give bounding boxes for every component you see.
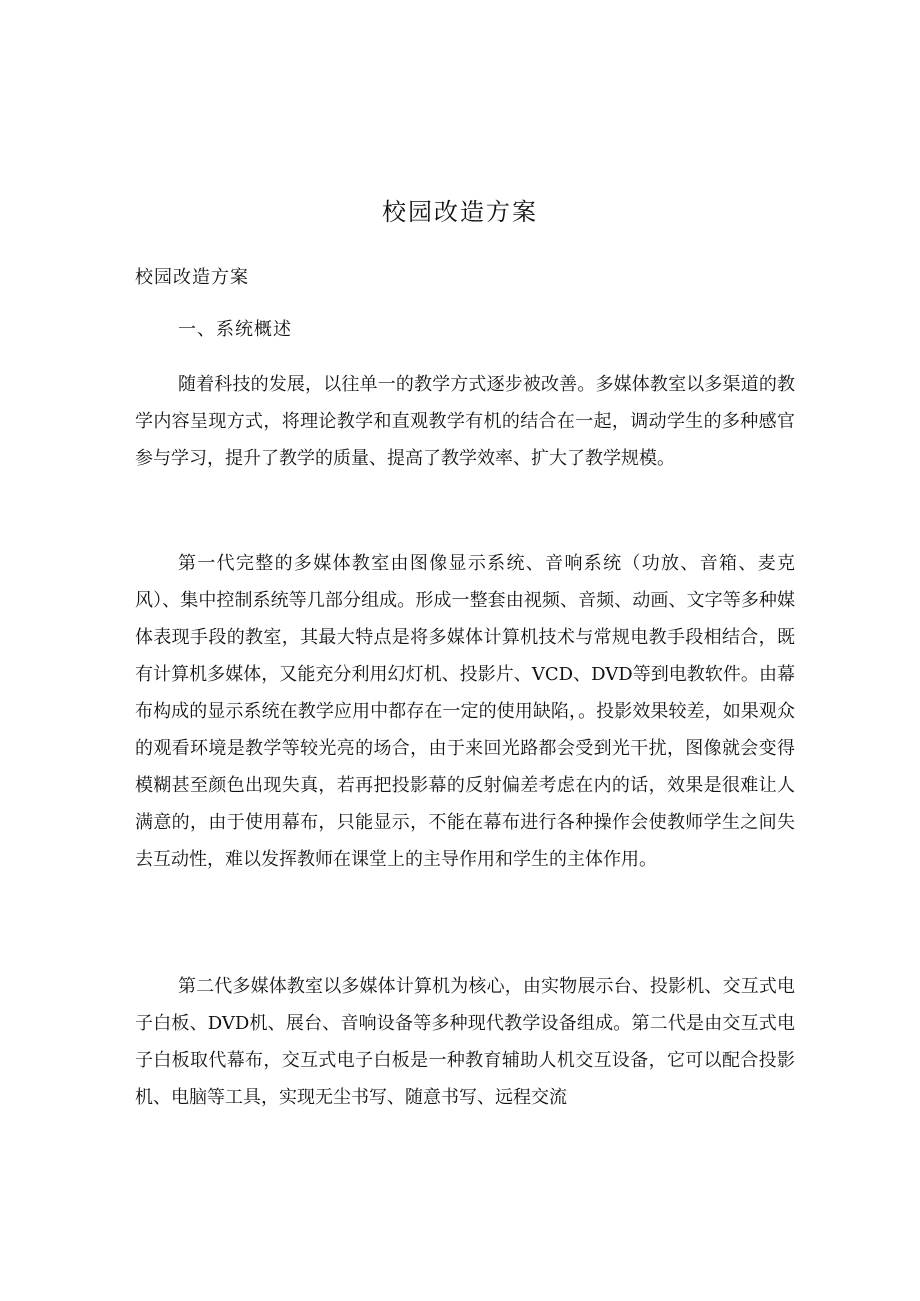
paragraph-3: 第二代多媒体教室以多媒体计算机为核心，由实物展示台、投影机、交互式电子白板、DVD机、展台、音响设备等多种现代教学设备组成。第二代是由交互式电子白板取代幕布，交互式电子白板是一种教育辅助人机交互设备，它可以配合投影机、电脑等工具，实现无尘书写、随意书写、远程交流: [135, 976, 795, 1108]
section-heading: 一、系统概述: [178, 319, 292, 340]
document-title: 校园改造方案: [382, 198, 538, 226]
paragraph-2: 第一代完整的多媒体教室由图像显示系统、音响系统（功放、音箱、麦克风）、集中控制系统等几部分组成。形成一整套由视频、音频、动画、文字等多种媒体表现手段的教室，其最大特点是将多媒体计算机技术与常规电教手段相结合，既有计算机多媒体，又能充分利用幻灯机、投影片、VCD、DVD等到电教软件。由幕布构成的显示系统在教学应用中都存在一定的使用缺陷，。投影效果较差，如果观众的观看环境是教学等较光亮的场合，由于来回光路都会受到光干扰，图像就会变得模糊甚至颜色出现失真，若再把投影幕的反射偏差考虑在内的话，效果是很难让人满意的，由于使用幕布，只能显示，不能在幕布进行各种操作会使教师学生之间失去互动性，难以发挥教师在课堂上的主导作用和学生的主体作用。: [135, 553, 795, 870]
paragraph-1: 随着科技的发展，以往单一的教学方式逐步被改善。多媒体教室以多渠道的教学内容呈现方式，将理论教学和直观教学有机的结合在一起，调动学生的多种感官参与学习，提升了教学的质量、提高了教学效率、扩大了教学规模。: [135, 374, 795, 469]
document-subtitle: 校园改造方案: [135, 267, 249, 288]
